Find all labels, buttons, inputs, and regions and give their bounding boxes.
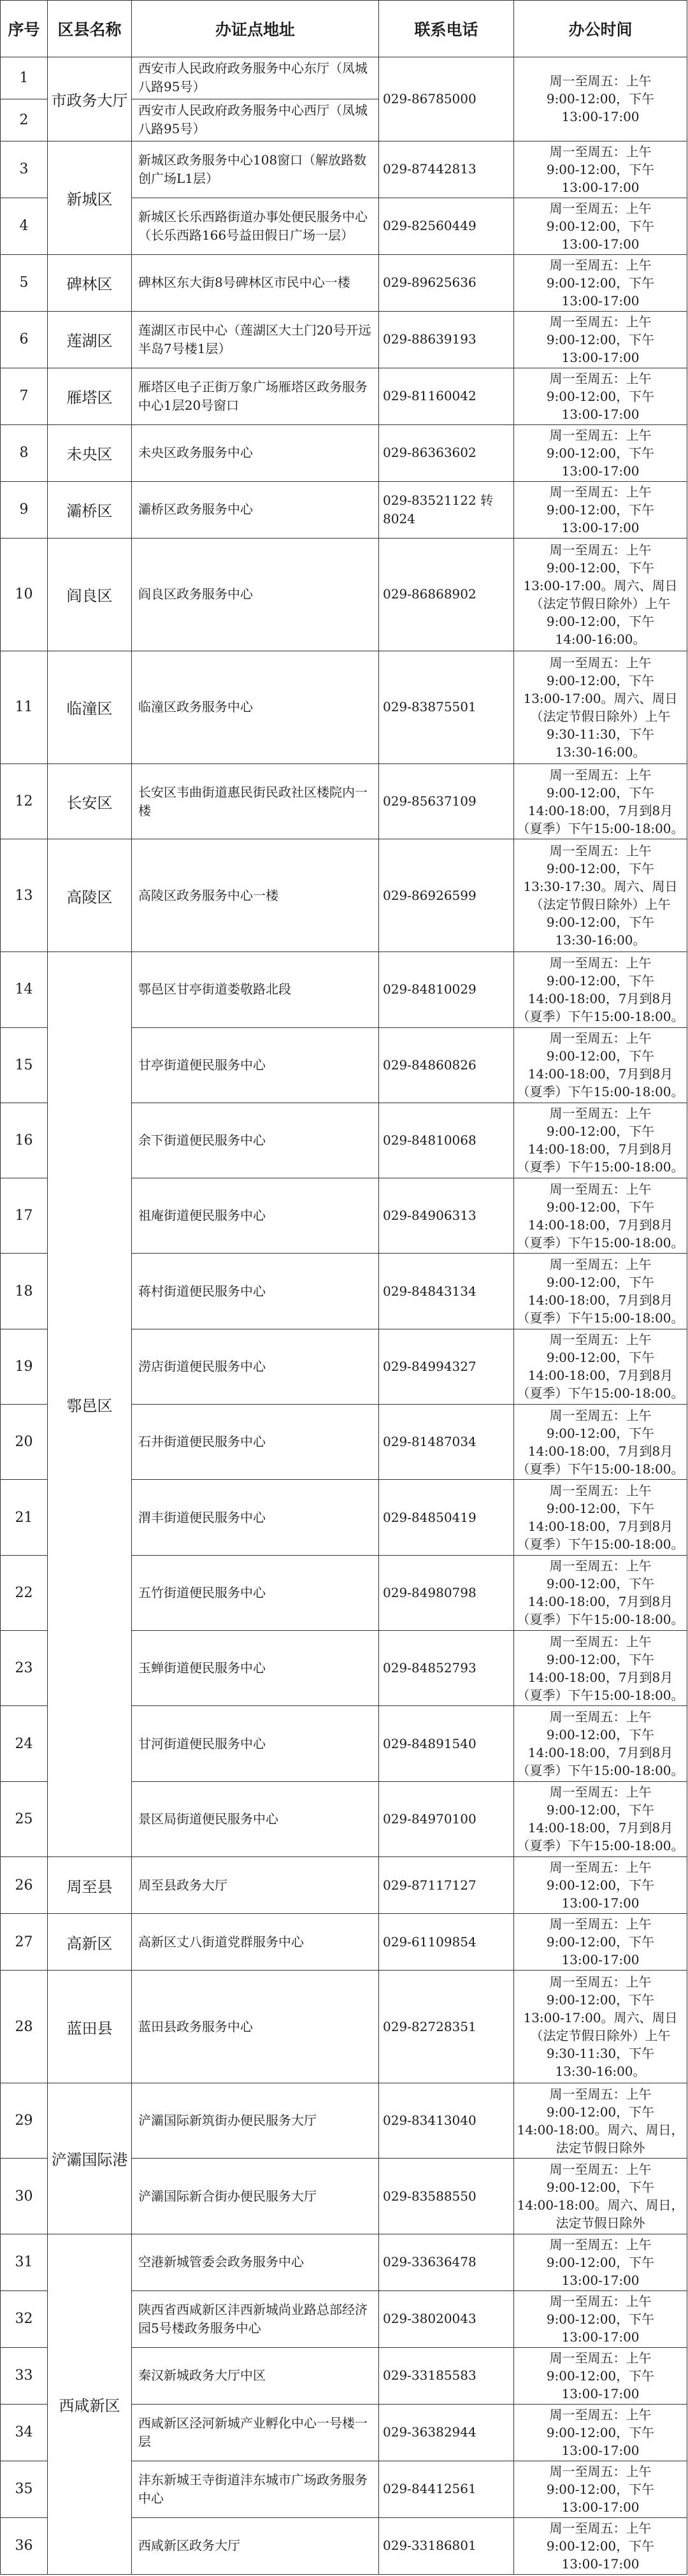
row-number: 22	[1, 1555, 48, 1630]
office-address: 莲湖区市民中心（莲湖区大土门20号开远半岛7号楼1层）	[132, 311, 379, 368]
office-hours: 周一至周五：上午 9:00-12:00，下午 13:00-17:00	[514, 2517, 687, 2574]
office-hours: 周一至周五：上午 9:00-12:00，下午 13:00-17:00	[514, 2404, 687, 2461]
office-address: 阎良区政务服务中心	[132, 538, 379, 651]
phone-number: 029-83875501	[379, 651, 514, 763]
table-row	[1, 538, 687, 651]
phone-number: 029-84810068	[379, 1103, 514, 1178]
phone-number: 029-84970100	[379, 1781, 514, 1856]
district-name: 高陵区	[48, 839, 132, 952]
office-hours: 周一至周五：上午 9:00-12:00，下午 13:00-17:00	[514, 2461, 687, 2517]
office-hours: 周一至周五：上午 9:00-12:00，下午 13:00-17:00	[514, 2234, 687, 2290]
office-address: 祖庵街道便民服务中心	[132, 1178, 379, 1254]
district-name: 长安区	[48, 763, 132, 839]
office-address: 西咸新区政务大厅	[132, 2517, 379, 2574]
office-address: 渭丰街道便民服务中心	[132, 1480, 379, 1555]
office-hours: 周一至周五：上午 9:00-12:00，下午 13:00-17:00	[514, 57, 687, 141]
district-name: 西咸新区	[48, 2234, 132, 2574]
phone-number: 029-84860826	[379, 1027, 514, 1103]
office-hours: 周一至周五：上午 9:00-12:00，下午 14:00-18:00，7月到8月（夏季）下午15:00-18:00。	[514, 1480, 687, 1555]
table-row	[1, 311, 687, 368]
row-number: 14	[1, 952, 48, 1027]
table-row	[1, 141, 687, 198]
office-hours: 周一至周五：上午 9:00-12:00，下午 13:00-17:00	[514, 2290, 687, 2347]
office-hours: 周一至周五：上午 9:00-12:00，下午 14:00-18:00，7月到8月（夏季）下午15:00-18:00。	[514, 1555, 687, 1630]
table-row	[1, 1971, 687, 2083]
row-number: 10	[1, 538, 48, 651]
office-hours: 周一至周五：上午 9:00-12:00，下午 14:00-18:00，7月到8月（夏季）下午15:00-18:00。	[514, 1178, 687, 1254]
office-address: 长安区韦曲街道惠民街民政社区楼院内一楼	[132, 763, 379, 839]
phone-number: 029-82560449	[379, 198, 514, 254]
row-number: 1	[1, 57, 48, 99]
row-number: 5	[1, 254, 48, 311]
office-hours: 周一至周五：上午 9:00-12:00，下午 13:30-17:30。周六、周日（法定节假日除外）上午 9:00-12:00，下午 13:30-16:00。	[514, 839, 687, 952]
office-hours: 周一至周五：上午 9:00-12:00，下午 14:00-18:00，7月到8月（夏季）下午15:00-18:00。	[514, 1329, 687, 1404]
office-address: 高新区丈八街道党群服务中心	[132, 1914, 379, 1971]
row-number: 6	[1, 311, 48, 368]
row-number: 31	[1, 2234, 48, 2290]
office-hours: 周一至周五：上午 9:00-12:00，下午 13:00-17:00。周六、周日（法定节假日除外）上午 9:00-12:00，下午 14:00-16:00。	[514, 538, 687, 651]
phone-number: 029-88639193	[379, 311, 514, 368]
row-number: 30	[1, 2159, 48, 2234]
row-number: 18	[1, 1254, 48, 1329]
office-hours: 周一至周五：上午 9:00-12:00，下午 13:00-17:00。周六、周日（法定节假日除外）上午 9:30-11:30，下午 13:30-16:00。	[514, 651, 687, 763]
phone-number: 029-83588550	[379, 2159, 514, 2234]
phone-number: 029-83521122 转8024	[379, 481, 514, 538]
office-hours: 周一至周五：上午 9:00-12:00，下午 14:00-18:00，7月到8月（夏季）下午15:00-18:00。	[514, 1706, 687, 1781]
row-number: 24	[1, 1706, 48, 1781]
row-number: 16	[1, 1103, 48, 1178]
office-hours: 周一至周五：上午 9:00-12:00，下午 13:00-17:00	[514, 368, 687, 424]
row-number: 20	[1, 1405, 48, 1480]
row-number: 12	[1, 763, 48, 839]
table-row	[1, 368, 687, 424]
header-address: 办证点地址	[132, 1, 379, 57]
district-name: 未央区	[48, 424, 132, 481]
phone-number: 029-84891540	[379, 1706, 514, 1781]
row-number: 9	[1, 481, 48, 538]
phone-number: 029-84843134	[379, 1254, 514, 1329]
phone-number: 029-36382944	[379, 2404, 514, 2461]
phone-number: 029-61109854	[379, 1914, 514, 1971]
office-hours: 周一至周五：上午 9:00-12:00，下午 13:00-17:00	[514, 311, 687, 368]
district-name: 碑林区	[48, 254, 132, 311]
row-number: 13	[1, 839, 48, 952]
phone-number: 029-38020043	[379, 2290, 514, 2347]
table-row	[1, 57, 687, 99]
office-hours: 周一至周五：上午 9:00-12:00，下午 14:00-18:00，7月到8月（夏季）下午15:00-18:00。	[514, 1405, 687, 1480]
row-number: 34	[1, 2404, 48, 2461]
table-row	[1, 2083, 687, 2159]
phone-number: 029-89625636	[379, 254, 514, 311]
phone-number: 029-87442813	[379, 141, 514, 198]
phone-number: 029-87117127	[379, 1857, 514, 1914]
row-number: 26	[1, 1857, 48, 1914]
header-number: 序号	[1, 1, 48, 57]
district-name: 新城区	[48, 141, 132, 254]
district-name: 周至县	[48, 1857, 132, 1914]
office-address: 甘亭街道便民服务中心	[132, 1027, 379, 1103]
table-row	[1, 254, 687, 311]
office-address: 新城区政务服务中心108窗口（解放路数创广场L1层）	[132, 141, 379, 198]
office-hours: 周一至周五：上午 9:00-12:00，下午 14:00-18:00，7月到8月（夏季）下午15:00-18:00。	[514, 763, 687, 839]
office-address: 蒋村街道便民服务中心	[132, 1254, 379, 1329]
header-phone: 联系电话	[379, 1, 514, 57]
office-address: 浐灞国际新筑街办便民服务大厅	[132, 2083, 379, 2159]
row-number: 15	[1, 1027, 48, 1103]
phone-number: 029-84994327	[379, 1329, 514, 1404]
row-number: 4	[1, 198, 48, 254]
office-address: 沣东新城王寺街道沣东城市广场政务服务中心	[132, 2461, 379, 2517]
office-address: 新城区长乐西路街道办事处便民服务中心（长乐西路166号益田假日广场一层）	[132, 198, 379, 254]
row-number: 8	[1, 424, 48, 481]
district-name: 雁塔区	[48, 368, 132, 424]
office-address: 秦汉新城政务大厅中区	[132, 2347, 379, 2404]
row-number: 11	[1, 651, 48, 763]
district-name: 灞桥区	[48, 481, 132, 538]
office-address: 余下街道便民服务中心	[132, 1103, 379, 1178]
office-address: 高陵区政务服务中心一楼	[132, 839, 379, 952]
row-number: 7	[1, 368, 48, 424]
table-row	[1, 481, 687, 538]
header-hours: 办公时间	[514, 1, 687, 57]
table-row	[1, 763, 687, 839]
office-hours: 周一至周五：上午 9:00-12:00，下午 13:00-17:00	[514, 481, 687, 538]
phone-number: 029-84980798	[379, 1555, 514, 1630]
district-name: 市政务大厅	[48, 57, 132, 141]
office-hours: 周一至周五：上午 9:00-12:00，下午 14:00-18:00，7月到8月（夏季）下午15:00-18:00。	[514, 1631, 687, 1706]
row-number: 29	[1, 2083, 48, 2159]
office-address: 周至县政务大厅	[132, 1857, 379, 1914]
row-number: 21	[1, 1480, 48, 1555]
office-hours: 周一至周五：上午 9:00-12:00，下午 13:00-17:00	[514, 424, 687, 481]
table-row	[1, 952, 687, 1027]
phone-number: 029-85637109	[379, 763, 514, 839]
office-address: 陕西省西咸新区沣西新城尚业路总部经济园5号楼政务服务中心	[132, 2290, 379, 2347]
district-name: 鄠邑区	[48, 952, 132, 1857]
office-address: 空港新城管委会政务服务中心	[132, 2234, 379, 2290]
office-address: 灞桥区政务服务中心	[132, 481, 379, 538]
office-hours: 周一至周五：上午 9:00-12:00，下午 14:00-18:00，7月到8月（夏季）下午15:00-18:00。	[514, 1103, 687, 1178]
row-number: 23	[1, 1631, 48, 1706]
table-row	[1, 1914, 687, 1971]
office-address: 西安市人民政府政务服务中心东厅（凤城八路95号）	[132, 57, 379, 99]
office-hours: 周一至周五：上午 9:00-12:00，下午 13:00-17:00。周六、周日（法定节假日除外）上午 9:30-11:30，下午 13:30-16:00。	[514, 1971, 687, 2083]
row-number: 32	[1, 2290, 48, 2347]
row-number: 36	[1, 2517, 48, 2574]
office-address: 蓝田县政务服务中心	[132, 1971, 379, 2083]
table-row	[1, 1857, 687, 1914]
office-hours: 周一至周五：上午 9:00-12:00，下午 14:00-18:00，7月到8月（夏季）下午15:00-18:00。	[514, 1781, 687, 1856]
row-number: 3	[1, 141, 48, 198]
table-row	[1, 424, 687, 481]
phone-number: 029-82728351	[379, 1971, 514, 2083]
office-hours: 周一至周五：上午 9:00-12:00，下午 14:00-18:00，7月到8月（夏季）下午15:00-18:00。	[514, 952, 687, 1027]
office-address: 五竹街道便民服务中心	[132, 1555, 379, 1630]
office-hours: 周一至周五：上午 9:00-12:00，下午 13:00-17:00	[514, 141, 687, 198]
phone-number: 029-33185583	[379, 2347, 514, 2404]
phone-number: 029-84852793	[379, 1631, 514, 1706]
office-address: 涝店街道便民服务中心	[132, 1329, 379, 1404]
district-name: 临潼区	[48, 651, 132, 763]
office-hours: 周一至周五：上午 9:00-12:00，下午 14:00-18:00，7月到8月（夏季）下午15:00-18:00。	[514, 1254, 687, 1329]
office-address: 临潼区政务服务中心	[132, 651, 379, 763]
office-hours: 周一至周五：上午 9:00-12:00，下午 14:00-18:00。周六、周日，法定节假日除外	[514, 2083, 687, 2159]
office-address: 石井街道便民服务中心	[132, 1405, 379, 1480]
district-name: 蓝田县	[48, 1971, 132, 2083]
row-number: 33	[1, 2347, 48, 2404]
phone-number: 029-84850419	[379, 1480, 514, 1555]
district-name: 莲湖区	[48, 311, 132, 368]
header-district: 区县名称	[48, 1, 132, 57]
office-hours: 周一至周五：上午 9:00-12:00，下午 13:00-17:00	[514, 198, 687, 254]
header-row	[1, 1, 687, 57]
office-address: 甘河街道便民服务中心	[132, 1706, 379, 1781]
district-name: 浐灞国际港	[48, 2083, 132, 2234]
phone-number: 029-84412561	[379, 2461, 514, 2517]
office-address: 雁塔区电子正街万象广场雁塔区政务服务中心1层20号窗口	[132, 368, 379, 424]
row-number: 28	[1, 1971, 48, 2083]
phone-number: 029-86785000	[379, 57, 514, 141]
table-row	[1, 839, 687, 952]
district-name: 高新区	[48, 1914, 132, 1971]
table-row	[1, 651, 687, 763]
office-address: 景区局街道便民服务中心	[132, 1781, 379, 1856]
phone-number: 029-86363602	[379, 424, 514, 481]
phone-number: 029-86926599	[379, 839, 514, 952]
office-address: 浐灞国际新合街办便民服务大厅	[132, 2159, 379, 2234]
phone-number: 029-81160042	[379, 368, 514, 424]
office-hours: 周一至周五：上午 9:00-12:00，下午 13:00-17:00	[514, 1914, 687, 1971]
phone-number: 029-86868902	[379, 538, 514, 651]
row-number: 25	[1, 1781, 48, 1856]
office-hours: 周一至周五：上午 9:00-12:00，下午 14:00-18:00。周六、周日，法定节假日除外	[514, 2159, 687, 2234]
row-number: 17	[1, 1178, 48, 1254]
district-name: 阎良区	[48, 538, 132, 651]
office-hours: 周一至周五：上午 9:00-12:00，下午 13:00-17:00	[514, 1857, 687, 1914]
table-body	[1, 57, 687, 2575]
row-number: 2	[1, 99, 48, 141]
office-address: 西安市人民政府政务服务中心西厅（凤城八路95号）	[132, 99, 379, 141]
phone-number: 029-84906313	[379, 1178, 514, 1254]
table-row	[1, 2234, 687, 2290]
phone-number: 029-33186801	[379, 2517, 514, 2574]
phone-number: 029-33636478	[379, 2234, 514, 2290]
office-address: 碑林区东大街8号碑林区市民中心一楼	[132, 254, 379, 311]
phone-number: 029-84810029	[379, 952, 514, 1027]
office-address: 未央区政务服务中心	[132, 424, 379, 481]
office-hours: 周一至周五：上午 9:00-12:00，下午 13:00-17:00	[514, 2347, 687, 2404]
office-address: 玉蝉街道便民服务中心	[132, 1631, 379, 1706]
office-address: 西咸新区泾河新城产业孵化中心一号楼一层	[132, 2404, 379, 2461]
office-address: 鄠邑区甘亭街道娄敬路北段	[132, 952, 379, 1027]
row-number: 27	[1, 1914, 48, 1971]
row-number: 19	[1, 1329, 48, 1404]
phone-number: 029-83413040	[379, 2083, 514, 2159]
row-number: 35	[1, 2461, 48, 2517]
office-hours: 周一至周五：上午 9:00-12:00，下午 14:00-18:00，7月到8月（夏季）下午15:00-18:00。	[514, 1027, 687, 1103]
office-hours: 周一至周五：上午 9:00-12:00，下午 13:00-17:00	[514, 254, 687, 311]
phone-number: 029-81487034	[379, 1405, 514, 1480]
